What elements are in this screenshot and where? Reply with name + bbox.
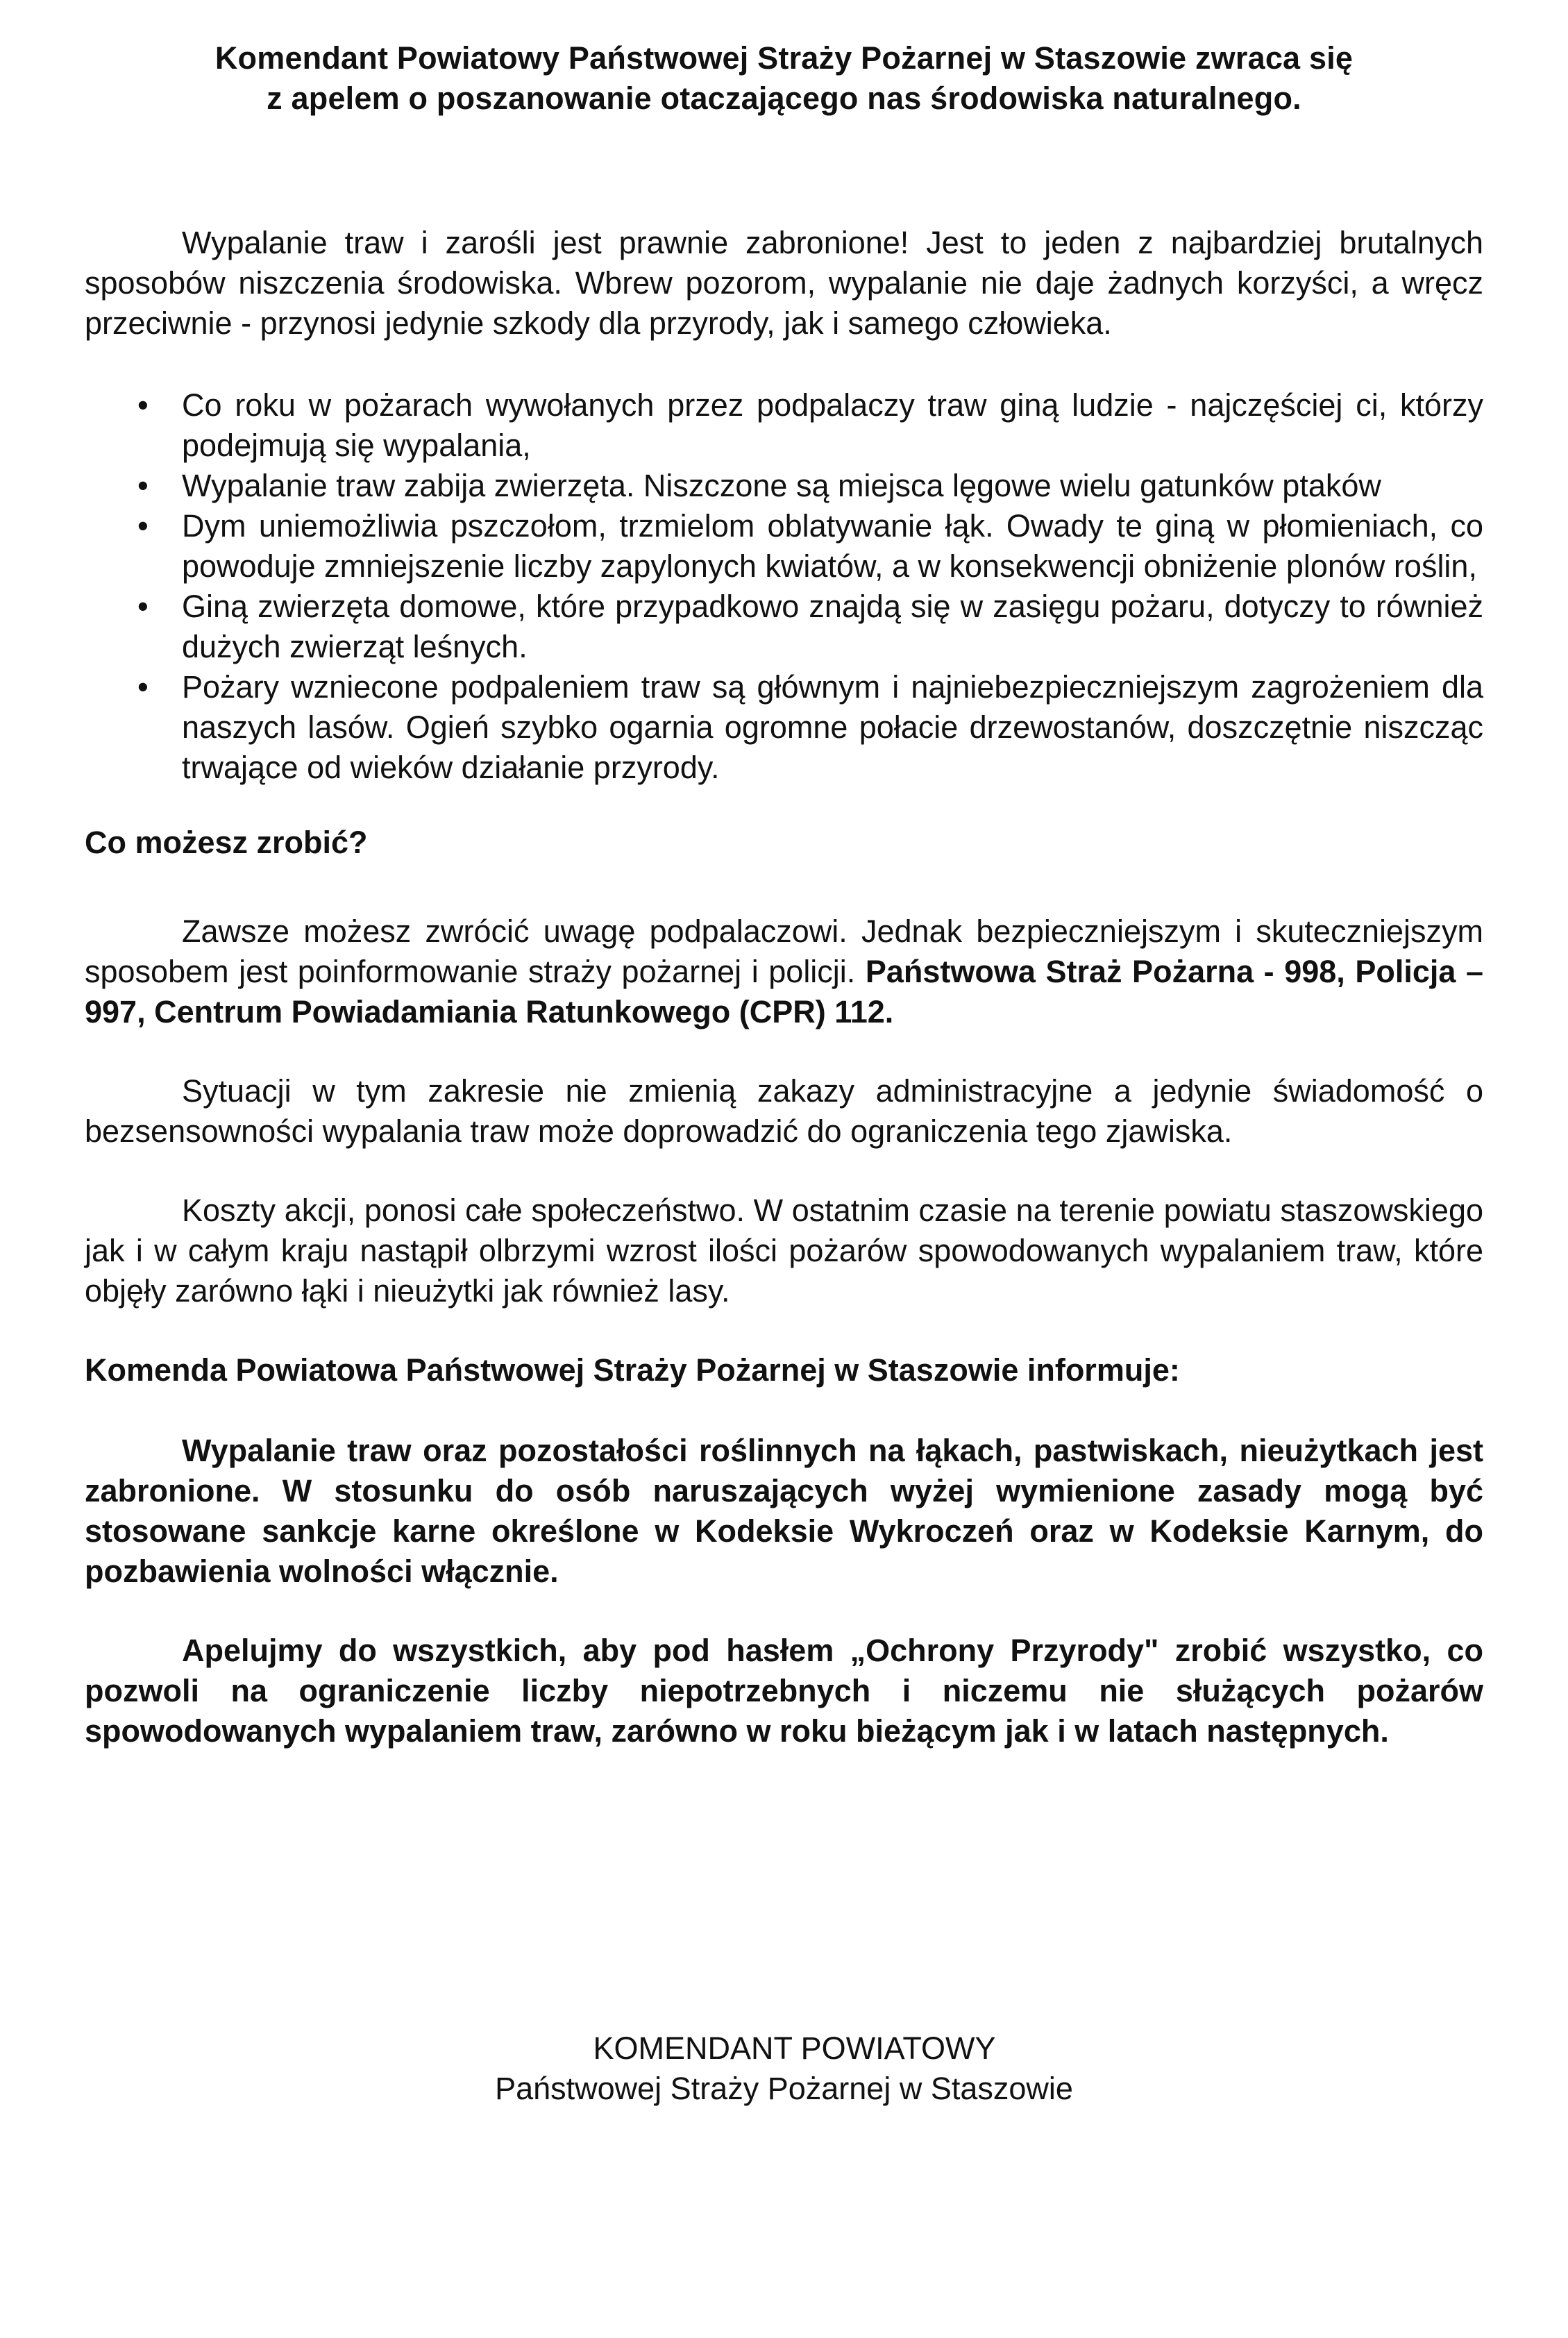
title-line-1: Komendant Powiatowy Państwowej Straży Pożarnej w Staszowie zwraca się	[214, 40, 1354, 76]
list-item	[137, 466, 1483, 506]
info-heading: Komenda Powiatowa Państwowej Straży Pożarnej w Staszowie informuje:	[85, 1352, 1180, 1388]
bullet-icon: •	[137, 468, 149, 503]
list-item	[137, 385, 1483, 466]
list-item-text: Pożary wzniecone podpaleniem traw są głównym i najniebezpieczniejszym zagrożeniem dla naszych lasów. Ogień szybko ogarnia ogromne połacie drzewostanów, doszczętnie niszcząc trwające od wieków działanie przyrody.	[182, 669, 1483, 785]
intro-paragraph: Wypalanie traw i zarośli jest prawnie zabronione! Jest to jeden z najbardziej brutalnych sposobów niszczenia środowiska. Wbrew pozorom, wypalanie nie daje żadnych korzyści, a wręcz przeciwnie - przynosi jedynie szkody dla przyrody, jak i samego człowieka.	[85, 225, 1483, 341]
costs-paragraph: Koszty akcji, ponosi całe społeczeństwo. W ostatnim czasie na terenie powiatu staszowskiego jak i w całym kraju nastąpił olbrzymi wzrost ilości pożarów spowodowanych wypalaniem traw, które objęły zarówno łąki i nieużytki jak również lasy.	[85, 1193, 1483, 1309]
answer-text: Zawsze możesz zwrócić uwagę podpalaczowi. Jednak bezpieczniejszym i skuteczniejszym sposobem jest poinformowanie straży pożarnej i policji.	[85, 914, 1483, 989]
signature-block	[0, 2028, 1568, 2109]
bullet-icon: •	[137, 508, 149, 544]
warning-paragraph: Wypalanie traw oraz pozostałości roślinnych na łąkach, pastwiskach, nieużytkach jest zabronione. W stosunku do osób naruszających wyżej wymienione zasady mogą być stosowane sankcje karne określone w Kodeksie Wykroczeń oraz w Kodeksie Karnym, do pozbawienia wolności włącznie.	[85, 1433, 1483, 1589]
signature-title: KOMENDANT POWIATOWY	[593, 2030, 996, 2066]
appeal-paragraph: Apelujmy do wszystkich, aby pod hasłem „Ochrony Przyrody" zrobić wszystko, co pozwoli na ograniczenie liczby niepotrzebnych i niczemu nie służących pożarów spowodowanych wypalaniem traw, zarówno w roku bieżącym jak i w latach następnych.	[85, 1633, 1483, 1749]
awareness-paragraph: Sytuacji w tym zakresie nie zmienią zakazy administracyjne a jedynie świadomość o bezsensowności wypalania traw może doprowadzić do ograniczenia tego zjawiska.	[85, 1073, 1483, 1149]
list-item	[137, 506, 1483, 587]
list-item-text: Co roku w pożarach wywołanych przez podpalaczy traw giną ludzie - najczęściej ci, którzy podejmują się wypalania,	[182, 387, 1483, 463]
title-line-2: z apelem o poszanowanie otaczającego nas środowiska naturalnego.	[267, 81, 1301, 116]
list-item	[137, 587, 1483, 667]
emergency-numbers: Państwowa Straż Pożarna - 998, Policja – 997, Centrum Powiadamiania Ratunkowego (CPR) 112.	[85, 954, 1483, 1029]
list-item-text: Wypalanie traw zabija zwierzęta. Niszczone są miejsca lęgowe wielu gatunków ptaków	[182, 468, 1381, 503]
signature-institution: Państwowej Straży Pożarnej w Staszowie	[495, 2071, 1073, 2106]
bullet-icon: •	[137, 669, 149, 705]
section-heading-question: Co możesz zrobić?	[85, 825, 368, 860]
bullet-list	[85, 385, 1483, 788]
list-item-text: Giną zwierzęta domowe, które przypadkowo znajdą się w zasięgu pożaru, dotyczy to również dużych zwierząt leśnych.	[182, 589, 1483, 664]
document-title	[85, 38, 1483, 119]
bullet-icon: •	[137, 387, 149, 423]
answer-paragraph	[85, 911, 1483, 1032]
bullet-icon: •	[137, 589, 149, 624]
list-item-text: Dym uniemożliwia pszczołom, trzmielom oblatywanie łąk. Owady te giną w płomieniach, co powoduje zmniejszenie liczby zapylonych kwiatów, a w konsekwencji obniżenie plonów roślin,	[182, 508, 1483, 584]
list-item	[137, 667, 1483, 788]
